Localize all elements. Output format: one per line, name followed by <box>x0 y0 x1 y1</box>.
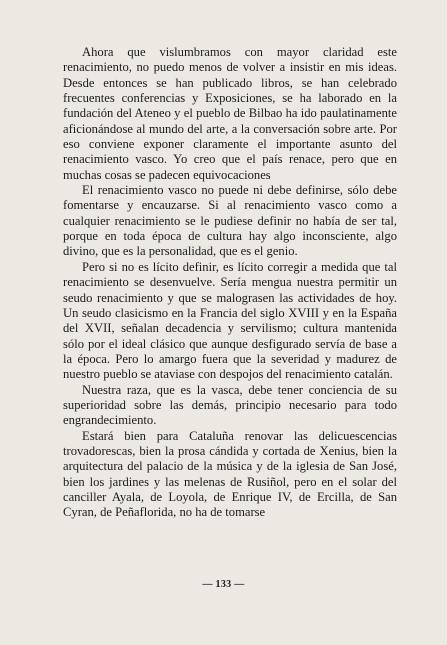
page-number: — 133 — <box>202 579 245 590</box>
body-text <box>63 45 397 521</box>
paragraph-5: Estará bien para Cataluña renovar las delicuescencias trovadorescas, bien la prosa cándida y cortada de Xenius, bien la arquitectura del palacio de la música y de la iglesia de San José, bien los jardines y las melenas de Rusiñol, pero en el solar del canciller Ayala, de Loyola, de Enrique IV, de Ercilla, de San Cyran, de Peñaflorida, no ha de tomarse <box>63 428 397 520</box>
paragraph-1: Ahora que vislumbramos con mayor claridad este renacimiento, no puedo menos de volver a insistir en mis ideas. Desde entonces se han publicado libros, se han celebrado frecuentes conferencias y Exposiciones, se ha laborado en la fundación del Ateneo y el pueblo de Bilbao ha ido paulatinamente aficionándose al mundo del arte, a la conversación sobre arte. Por eso conviene exponer claramente el importante asunto del renacimiento vasco. Yo creo que el país renace, pero que en muchas cosas se padecen equivocaciones <box>63 45 397 182</box>
paragraph-4: Nuestra raza, que es la vasca, debe tener conciencia de su superioridad sobre las demás, principio necesario para todo engrandecimiento. <box>63 382 397 428</box>
paragraph-3: Pero si no es lícito definir, es lícito corregir a medida que tal renacimiento se desenvuelve. Sería mengua nuestra permitir un seudo renacimiento y que se malograsen las actividades de hoy. Un seudo clasicismo en la Francia del siglo XVIII y en la España del XVII, señalan decadencia y servilismo; cultura mantenida sólo por el ideal clásico que aunque desfigurado servía de base a la época. Pero lo amargo fuera que la severidad y madurez de nuestro pueblo se ataviase con despojos del renacimiento catalán. <box>63 259 397 382</box>
paragraph-2: El renacimiento vasco no puede ni debe definirse, sólo debe fomentarse y encauzarse. Si al renacimiento vasco como a cualquier renacimiento se le pudiese definir no había de ser tal, porque en toda época de cultura hay algo inconsciente, algo divino, que es la personalidad, que es el genio. <box>63 183 397 259</box>
